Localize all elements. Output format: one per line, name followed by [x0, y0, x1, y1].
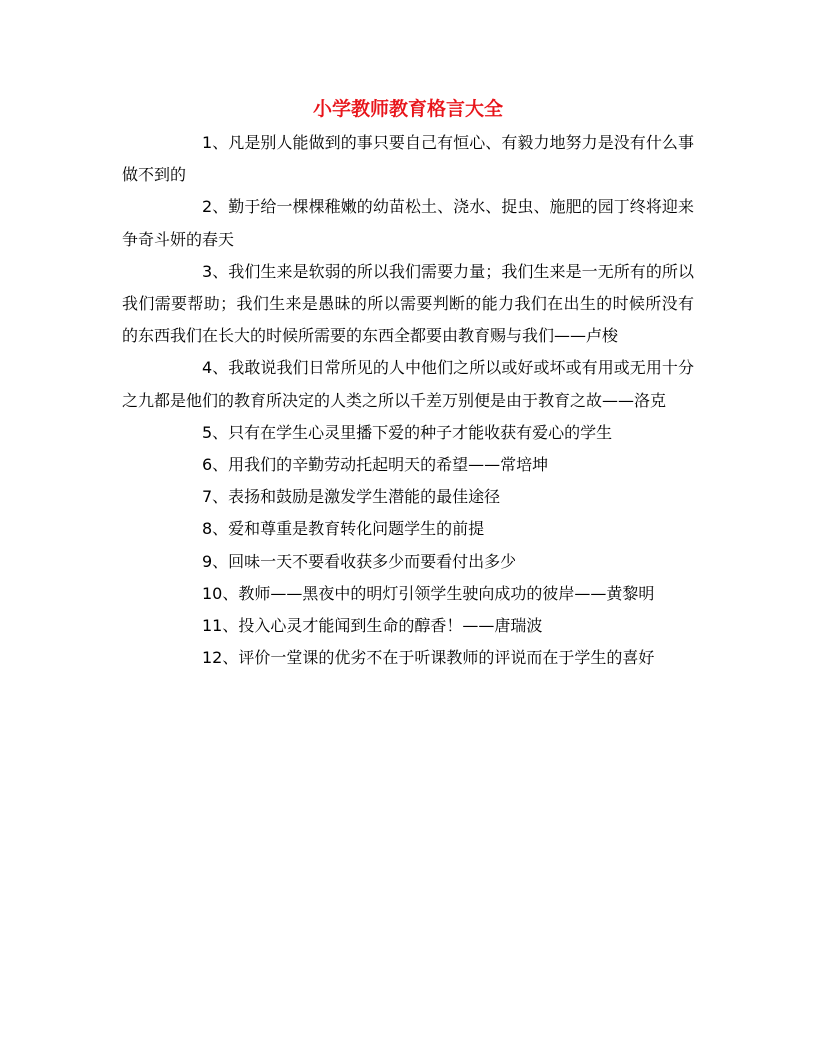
quote-paragraph-2: 2、勤于给一棵棵稚嫩的幼苗松土、浇水、捉虫、施肥的园丁终将迎来争奇斗妍的春天	[122, 197, 694, 249]
quote-paragraph-6: 6、用我们的辛勤劳动托起明天的希望——常培坤	[202, 455, 549, 475]
quote-paragraph-4: 4、我敢说我们日常所见的人中他们之所以或好或坏或有用或无用十分之九都是他们的教育所决定的人类之所以千差万别便是由于教育之故——洛克	[122, 358, 694, 410]
quote-paragraph-12: 12、评价一堂课的优劣不在于听课教师的评说而在于学生的喜好	[202, 648, 655, 668]
quote-paragraph-1: 1、凡是别人能做到的事只要自己有恒心、有毅力地努力是没有什么事做不到的	[122, 133, 694, 185]
quote-paragraph-11: 11、投入心灵才能闻到生命的醇香！——唐瑞波	[202, 616, 543, 636]
document-title: 小学教师教育格言大全	[312, 98, 503, 120]
quote-paragraph-5: 5、只有在学生心灵里播下爱的种子才能收获有爱心的学生	[202, 422, 613, 442]
quote-paragraph-7: 7、表扬和鼓励是激发学生潜能的最佳途径	[202, 487, 501, 507]
quote-paragraph-3: 3、我们生来是软弱的所以我们需要力量；我们生来是一无所有的所以我们需要帮助；我们生来是愚昧的所以需要判断的能力我们在出生的时候所没有的东西我们在长大的时候所需要的东西全都要由教育赐与我们——卢梭	[122, 261, 694, 346]
quote-paragraph-8: 8、爱和尊重是教育转化问题学生的前提	[202, 519, 485, 539]
quote-paragraph-9: 9、回味一天不要看收获多少而要看付出多少	[202, 551, 517, 571]
quote-paragraph-10: 10、教师——黑夜中的明灯引领学生驶向成功的彼岸——黄黎明	[202, 583, 655, 603]
